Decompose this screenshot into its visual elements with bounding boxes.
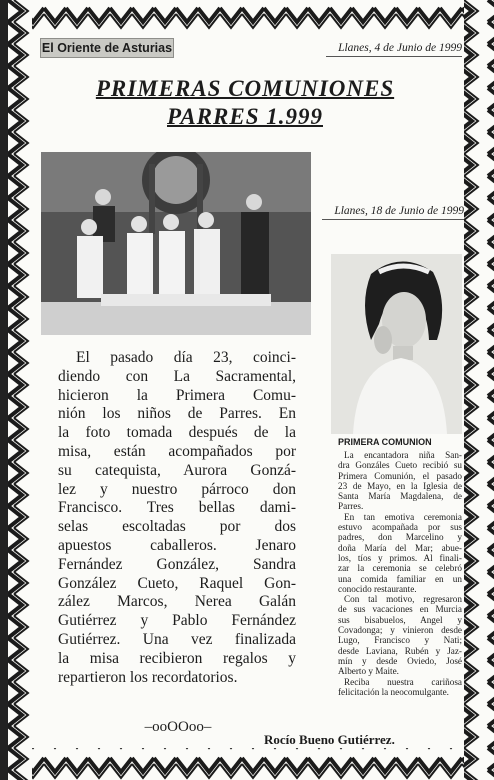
caption-line: felicitación la neocomulgante. bbox=[338, 686, 449, 697]
caption-line: desde Laviana, Rubén y Jaz- bbox=[338, 645, 462, 656]
article-line: Fernández González, Sandra bbox=[58, 555, 296, 573]
article-line: su catequista, Aurora Gonzá- bbox=[58, 461, 296, 479]
article-line: la misa recibieron regalos y bbox=[58, 649, 296, 667]
caption-line: conocido restaurante. bbox=[338, 583, 417, 594]
caption-line: mín y desde Oviedo, José bbox=[338, 655, 462, 666]
newspaper-masthead: El Oriente de Asturias bbox=[40, 38, 174, 58]
article-line: lez y nuestro párroco don bbox=[58, 480, 296, 498]
caption-line: Reciba nuestra cariñosa bbox=[344, 676, 462, 687]
article-line: zález Marcos, Nerea Galán bbox=[58, 593, 296, 611]
caption-line: Con tal motivo, regresaron bbox=[344, 594, 462, 605]
portrait-photo bbox=[331, 254, 462, 434]
caption-line: una comida familiar en un bbox=[338, 573, 462, 584]
caption-line: zar la ceremonia se celebró bbox=[338, 563, 462, 574]
article-line: Gutiérrez y Pablo Fernández bbox=[58, 612, 296, 630]
dateline-side: Llanes, 18 de Junio de 1999 bbox=[322, 203, 464, 220]
caption-line: los, tíos y primos. Al finali- bbox=[338, 552, 462, 563]
article-line: repartieron los recordatorios. bbox=[58, 668, 238, 686]
article-line: selas escoltadas por dos bbox=[58, 518, 296, 536]
group-photo bbox=[41, 152, 311, 335]
author-byline: Rocío Bueno Gutiérrez. bbox=[264, 732, 395, 747]
article-line: González Cueto, Raquel Gon- bbox=[58, 574, 296, 592]
caption-line: Lugo, Francisco y Nati; bbox=[338, 635, 462, 646]
caption-line: Primera Comunión, el pasado bbox=[338, 470, 462, 481]
caption-title: PRIMERA COMUNION bbox=[338, 437, 432, 447]
caption-line: dra Gonzáles Cueto recibió su bbox=[338, 460, 462, 471]
caption-line: 23 de Mayo, en la Iglesia de bbox=[338, 480, 462, 491]
caption-line: La encantadora niña San- bbox=[344, 450, 462, 460]
dateline-top: Llanes, 4 de Junio de 1999 bbox=[326, 40, 462, 57]
caption-line: Parres. bbox=[338, 501, 364, 512]
caption-line: estuvo acompañada por sus bbox=[338, 522, 462, 533]
caption-line: En tan emotiva ceremonia bbox=[344, 511, 462, 522]
headline-line-1: PRIMERAS COMUNIONES bbox=[95, 76, 395, 101]
article-line: apuestos caballeros. Jenaro bbox=[58, 536, 296, 554]
article-line: hicieron la Primera Comu- bbox=[58, 386, 296, 404]
caption-line: padres, don Marcelino y bbox=[338, 532, 462, 543]
article-line: Francisco. Tres bellas dami- bbox=[58, 499, 296, 517]
sidebar-caption bbox=[338, 450, 462, 697]
article-line: diendo con La Sacramental, bbox=[58, 367, 296, 385]
article-line: El pasado día 23, coinci- bbox=[76, 349, 296, 366]
caption-line: sus bisabuelos, Angel y bbox=[338, 614, 462, 625]
caption-line: Alberto y Maite. bbox=[338, 666, 399, 677]
caption-line: doña María del Mar; abue- bbox=[338, 542, 462, 553]
article-line: nión los niños de Parres. En bbox=[58, 405, 296, 423]
article-line: misa, están acompañados por bbox=[58, 442, 296, 460]
article-line: la foto tomada después de la bbox=[58, 424, 296, 442]
article-line: Gutiérrez. Una vez finalizada bbox=[58, 630, 296, 648]
caption-line: Santa María Magdalena, de bbox=[338, 491, 462, 502]
headline-line-2: PARRES 1.999 bbox=[167, 104, 323, 129]
caption-line: de sus vacaciones en Murcia bbox=[338, 604, 462, 615]
closing-ornament: –ooOOoo– bbox=[144, 719, 212, 735]
article-body bbox=[58, 349, 296, 687]
caption-line: Covadonga; y vinieron desde bbox=[338, 625, 462, 636]
